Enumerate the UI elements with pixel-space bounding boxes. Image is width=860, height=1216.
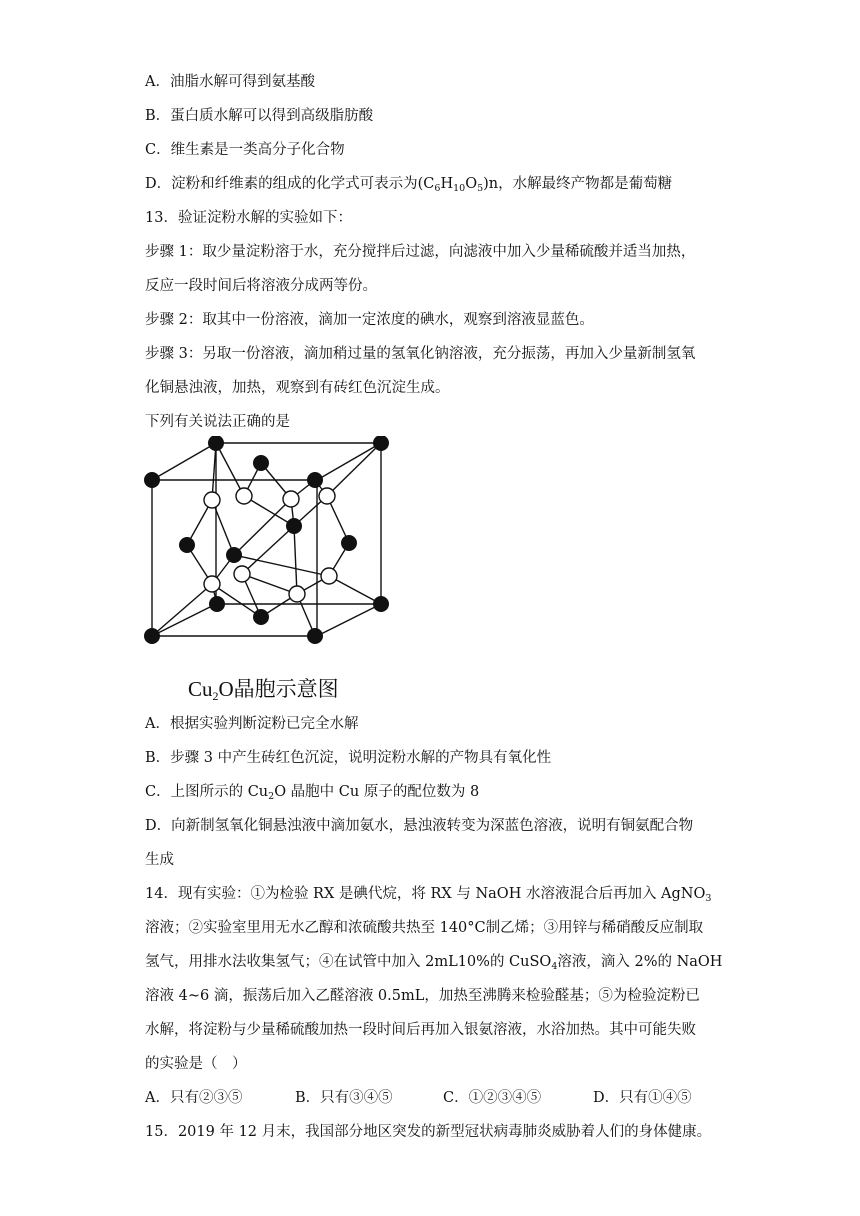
q13-option-c-text: C．上图所示的 Cu xyxy=(145,784,269,800)
q13-step3-line2: 化铜悬浊液，加热，观察到有砖红色沉淀生成。 xyxy=(145,380,450,396)
q14-option-d: D．只有①④⑤ xyxy=(593,1090,692,1106)
q13-option-d-line1: D．向新制氢氧化铜悬浊液中滴加氨水，悬浊液转变为深蓝色溶液，说明有铜氨配合物 xyxy=(145,818,694,834)
q14-option-b: B．只有③④⑤ xyxy=(295,1090,393,1106)
q14-line5: 水解，将淀粉与少量稀硫酸加热一段时间后再加入银氨溶液，水浴加热。其中可能失败 xyxy=(145,1022,696,1038)
subscript: 6 xyxy=(434,183,441,194)
q12-option-d-text: O xyxy=(465,176,478,192)
subscript: 4 xyxy=(551,961,558,972)
q13-option-a: A．根据实验判断淀粉已完全水解 xyxy=(145,716,359,732)
q14-line3 xyxy=(145,952,722,972)
q14-option-c: C．①②③④⑤ xyxy=(443,1090,542,1106)
figure-caption xyxy=(188,673,339,703)
q14-option-a: A．只有②③⑤ xyxy=(145,1090,243,1106)
q12-option-d-text: D．淀粉和纤维素的组成的化学式可表示为(C xyxy=(145,176,435,192)
q14-text: 溶液，滴入 2%的 NaOH xyxy=(557,954,723,970)
q13-step2: 步骤 2：取其中一份溶液，滴加一定浓度的碘水，观察到溶液显蓝色。 xyxy=(145,312,594,328)
q12-option-d xyxy=(145,174,672,194)
q14-text: 14．现有实验：①为检验 RX 是碘代烷，将 RX 与 NaOH 水溶液混合后再加入 AgNO xyxy=(145,886,706,902)
unit-cell-diagram xyxy=(140,436,400,666)
q13-option-c-text: O 晶胞中 Cu 原子的配位数为 8 xyxy=(274,784,480,800)
caption-text: Cu xyxy=(188,677,213,701)
q14-line6: 的实验是（ ） xyxy=(145,1056,247,1072)
q14-text: 氢气，用排水法收集氢气；④在试管中加入 2mL10%的 CuSO xyxy=(145,954,552,970)
q12-option-b: B．蛋白质水解可以得到高级脂肪酸 xyxy=(145,108,374,124)
caption-text: O晶胞示意图 xyxy=(218,677,339,701)
q13-title: 13．验证淀粉水解的实验如下： xyxy=(145,210,352,226)
q13-step1-line1: 步骤 1：取少量淀粉溶于水，充分搅拌后过滤，向滤液中加入少量稀硫酸并适当加热， xyxy=(145,244,696,260)
subscript: 2 xyxy=(212,689,219,703)
q14-line1 xyxy=(145,884,711,904)
subscript: 3 xyxy=(705,893,712,904)
subscript: 10 xyxy=(453,183,466,194)
q12-option-c: C．维生素是一类高分子化合物 xyxy=(145,142,345,158)
subscript: 2 xyxy=(268,791,275,802)
q15-line1: 15．2019 年 12 月末，我国部分地区突发的新型冠状病毒肺炎威胁着人们的身体健康。 xyxy=(145,1124,712,1140)
q12-option-d-text: H xyxy=(440,176,454,192)
subscript: 5 xyxy=(477,183,484,194)
q13-prompt: 下列有关说法正确的是 xyxy=(145,414,290,430)
cu2o-unit-cell-figure xyxy=(140,436,400,706)
q13-option-b: B．步骤 3 中产生砖红色沉淀，说明淀粉水解的产物具有氧化性 xyxy=(145,750,552,766)
q13-option-c xyxy=(145,782,479,802)
q13-step1-line2: 反应一段时间后将溶液分成两等份。 xyxy=(145,278,377,294)
q13-step3-line1: 步骤 3：另取一份溶液，滴加稍过量的氢氧化钠溶液，充分振荡，再加入少量新制氢氧 xyxy=(145,346,696,362)
q13-option-d-line2: 生成 xyxy=(145,852,174,868)
q14-line4: 溶液 4~6 滴，振荡后加入乙醛溶液 0.5mL，加热至沸腾来检验醛基；⑤为检验淀粉已 xyxy=(145,988,700,1004)
q12-option-d-text: )n，水解最终产物都是葡萄糖 xyxy=(483,176,673,192)
q14-line2: 溶液；②实验室里用无水乙醇和浓硫酸共热至 140°C制乙烯；③用锌与稀硝酸反应制取 xyxy=(145,920,704,936)
q12-option-a: A．油脂水解可得到氨基酸 xyxy=(145,74,315,90)
